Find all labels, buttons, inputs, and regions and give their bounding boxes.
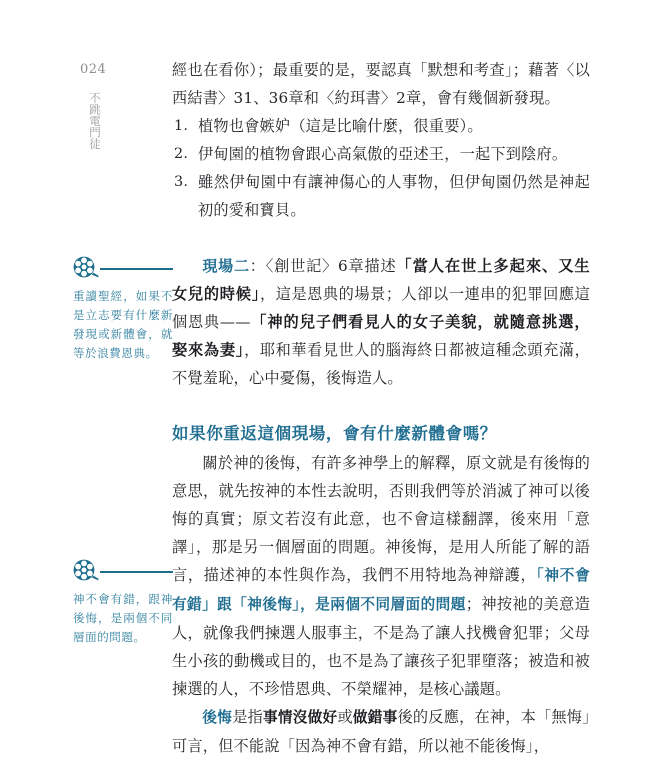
scene-two-label: 現場二 [202,257,250,275]
paragraph-spacer [172,392,590,420]
running-head: 不跳電門徒 [88,92,102,150]
last-emphasis-1: 後悔 [202,709,233,726]
last-seg-2: 或 [337,708,353,726]
scene-two-quote-2: 「神的兒子們看見人的女子美貌，就隨意挑選，娶來為妻」 [172,313,590,359]
sidenote-text: 神不會有錯，跟神後悔，是兩個不同層面的問題。 [73,592,173,644]
list-item-number: 1. [174,118,189,134]
last-emphasis-3: 做錯事 [352,709,398,726]
page-number: 024 [80,62,107,77]
list-item [172,168,590,224]
sidenote-header [73,256,173,282]
list-item-number: 2. [174,146,189,162]
scene-two-quote-1: 「當人在世上多起來、又生女兒的時候」 [172,257,590,303]
list-item [172,140,590,168]
paragraph-continued: 經也在看你）；最重要的是，要認真「默想和考查」；藉著〈以西結書〉31、36章和〈約珥書〉2章，會有幾個新發現。 [172,61,590,107]
paragraph-last [172,703,590,760]
scene-two-seg-3: ，耶和華看見世人的腦海終日都被這種念頭充滿，不覺羞恥，心中憂傷，後悔造人。 [172,341,590,387]
paragraph-repentance [172,449,590,703]
repentance-seg-1: 關於神的後悔，有許多神學上的解釋，原文就是有後悔的意思，就先按神的本性去說明，否則我們等於消滅了神可以後悔的真實；原文若沒有此意，也不會這樣翻譯，後來用「意譯」，那是另一個層面的問題。神後悔，是用人所能了解的語言，描述神的本性與作為，我們不用特地為神辯護， [172,454,590,584]
list-item [172,112,590,140]
film-reel-icon [73,558,99,586]
film-reel-icon [73,255,99,283]
main-text-column [172,56,590,760]
sidenote-text: 重讀聖經，如果不是立志要有什麼新發現或新體會，就等於浪費恩典。 [73,289,173,360]
margin-column [60,0,173,750]
sidenote-rule [100,268,173,270]
paragraph-scene-two [172,252,590,392]
list-item-text: 雖然伊甸園中有讓神傷心的人事物，但伊甸園仍然是神起初的愛和寶貝。 [198,173,590,219]
last-emphasis-2: 事情沒做好 [262,709,338,726]
list-item-number: 3. [174,174,189,190]
last-seg-1: 是指 [232,708,263,726]
sidenote-header [73,559,173,585]
last-seg-3: 後的反應，在神，本「無悔」可言，但不能說「因為神不會有錯，所以祂不能後悔」， [172,708,590,755]
repentance-seg-2: ；神按祂的美意造人，就像我們揀選人服事主，不是為了讓人找機會犯罪；父母生小孩的動機或目的，也不是為了讓孩子犯罪墮落；被造和被揀選的人，不珍惜恩典、不榮耀神，是核心議題。 [172,595,590,698]
paragraph-spacer [172,224,590,252]
scene-two-seg-1: ：〈創世記〉6章描述 [249,257,397,275]
sidenote-rule [100,571,173,573]
sidenote [73,256,173,363]
sidenote [73,559,173,647]
scene-two-seg-2: ，這是恩典的場景；人卻以一連串的犯罪回應這個恩典—— [172,285,590,331]
section-heading: 如果你重返這個現場，會有什麼新體會嗎？ [172,424,497,443]
list-item-text: 伊甸園的植物會跟心高氣傲的亞述王，一起下到陰府。 [198,145,568,163]
repentance-emphasis: 「神不會有錯」跟「神後悔」，是兩個不同層面的問題 [172,567,590,613]
numbered-list [172,112,590,224]
list-item-text: 植物也會嫉妒（這是比喻什麼，很重要）。 [198,117,483,135]
